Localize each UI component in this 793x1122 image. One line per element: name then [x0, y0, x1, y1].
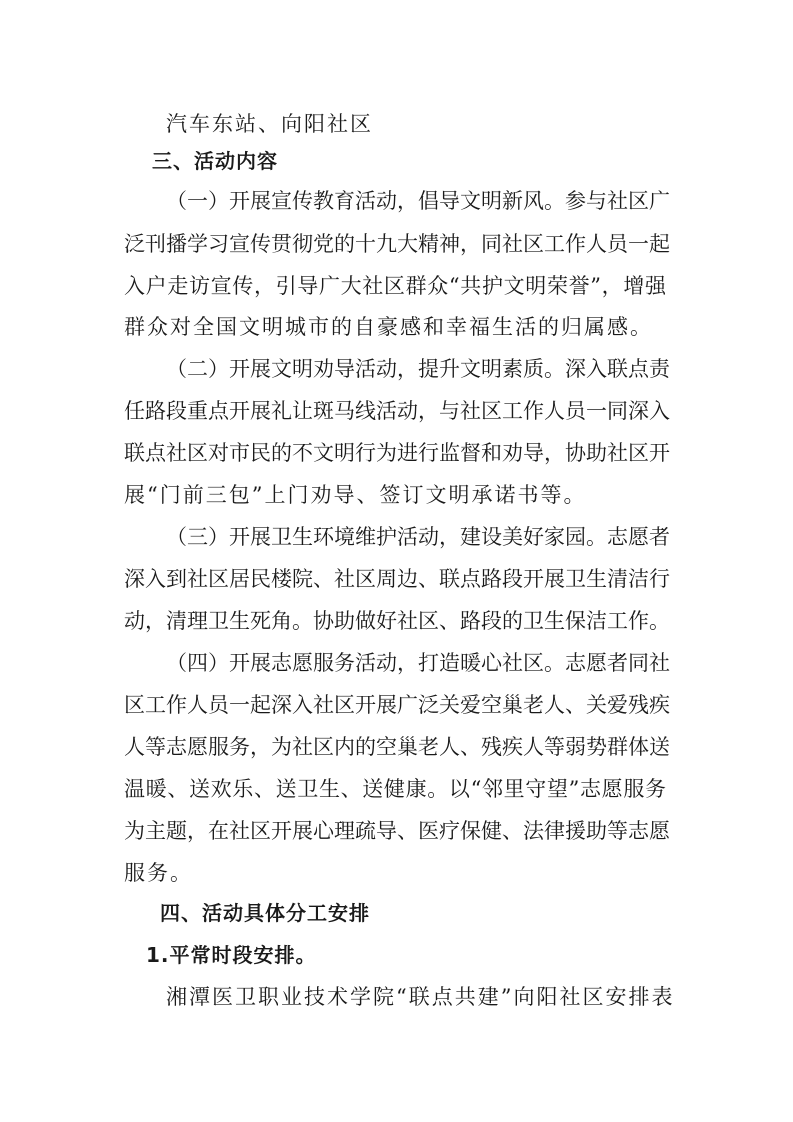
section-heading-3: 三、活动内容: [152, 149, 278, 173]
table-title: 湘潭医卫职业技术学院“联点共建”向阳社区安排表: [166, 985, 675, 1009]
paragraph-2-line-1: （二）开展文明劝导活动，提升文明素质。深入联点责: [166, 357, 670, 381]
paragraph-4-line-1: （四）开展志愿服务活动，打造暖心社区。志愿者同社: [166, 651, 670, 675]
paragraph-1-line-4: 群众对全国文明城市的自豪感和幸福生活的归属感。: [124, 315, 653, 339]
opening-line: 汽车东站、向阳社区: [166, 112, 373, 136]
paragraph-1-line-2: 泛刊播学习宣传贯彻党的十九大精神，同社区工作人员一起: [124, 232, 670, 256]
paragraph-3-line-3: 动，清理卫生死角。协助做好社区、路段的卫生保洁工作。: [124, 609, 670, 633]
paragraph-3-line-1: （三）开展卫生环境维护活动，建设美好家园。志愿者: [166, 525, 670, 549]
paragraph-4-line-6: 服务。: [124, 861, 193, 885]
paragraph-4-line-2: 区工作人员一起深入社区开展广泛关爱空巢老人、关爱残疾: [124, 693, 670, 717]
paragraph-2-line-3: 联点社区对市民的不文明行为进行监督和劝导，协助社区开: [124, 441, 670, 465]
paragraph-4-line-4: 温暖、送欢乐、送卫生、送健康。以“邻里守望”志愿服务: [124, 777, 666, 801]
paragraph-1-line-1: （一）开展宣传教育活动，倡导文明新风。参与社区广: [166, 189, 670, 213]
paragraph-3-line-2: 深入到社区居民楼院、社区周边、联点路段开展卫生清洁行: [124, 567, 670, 591]
paragraph-4-line-3: 人等志愿服务，为社区内的空巢老人、残疾人等弱势群体送: [124, 735, 670, 759]
paragraph-2-line-2: 任路段重点开展礼让斑马线活动，与社区工作人员一同深入: [124, 399, 670, 423]
subheading-1: 1.平常时段安排。: [146, 943, 317, 967]
paragraph-2-line-4: 展“门前三包”上门劝导、签订文明承诺书等。: [124, 483, 587, 507]
paragraph-4-line-5: 为主题，在社区开展心理疏导、医疗保健、法律援助等志愿: [124, 819, 670, 843]
paragraph-1-line-3: 入户走访宣传，引导广大社区群众“共护文明荣誉”，增强: [124, 274, 666, 298]
section-heading-4: 四、活动具体分工安排: [160, 901, 370, 925]
